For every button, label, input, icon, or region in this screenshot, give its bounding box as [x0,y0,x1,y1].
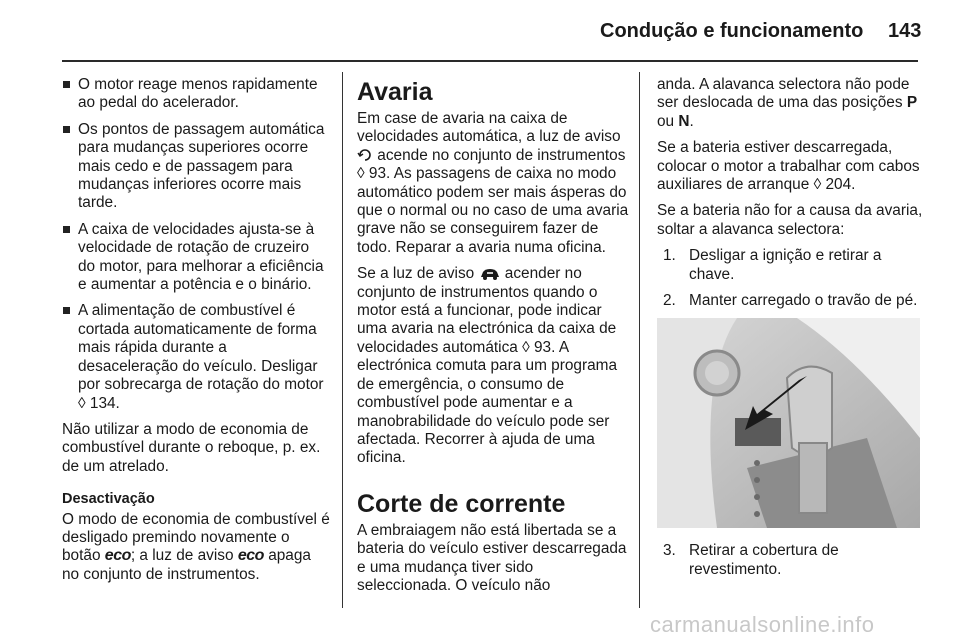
heading-avaria: Avaria [357,78,433,106]
header-rule [62,60,918,62]
eco-warning-light-icon: eco [237,547,264,565]
paragraph-release: Se a bateria não for a causa da avaria, soltar a alavanca selectora: [657,202,923,238]
deactivation-text-c: apaga no conjunto de instrumentos. [62,547,311,583]
transmission-warning-icon [357,148,373,162]
paragraph-power-cut: A embraiagem não está libertada se a bateria do veículo estiver descarregada e uma mudança tiver sido seleccionada. O veículo não [357,521,627,594]
continued-text: anda. A alavanca selectora não pode ser deslocada de uma das posições [657,76,910,112]
paragraph-battery: Se a bateria estiver descarregada, colocar o motor a trabalhar com cabos auxiliares de arranque ◊ 204. [657,139,920,194]
deactivation-text-b: ; a luz de aviso [130,547,234,565]
bullet-item: A alimentação de combustível é cortada automaticamente de forma mais rápida durante a desaceleração do veículo. Desligar por sobrecarga de rotação do motor ◊ 134. [62,302,330,412]
page-number: 143 [888,20,922,42]
column-left [62,76,330,592]
step-3 [663,542,923,579]
paragraph-towing: Não utilizar a modo de economia de combustível durante o reboque, p. ex. de um atrelado. [62,420,321,475]
selector-lever-photo [657,318,920,528]
word-ou: ou [657,112,675,130]
column-divider-1 [342,72,343,608]
column-divider-2 [639,72,640,608]
wrench-car-warning-icon [479,268,501,280]
key-n: N [678,112,690,130]
column-middle [357,76,629,603]
deactivation-text-a: O modo de economia de combustível é desligado premindo novamente o botão [62,510,330,565]
fault2-text-b: acender no conjunto de instrumentos quando o motor está a funcionar, pode indicar uma avaria na electrónica da caixa de velocidades automática ◊ 93. A electrónica comuta para um programa de emergência, o consumo de combustível pode aumentar e a manobrabilidade do veículo pode ser afectada. Recorrer à ajuda de uma oficina. [357,265,618,467]
paragraph-continued [657,76,923,131]
key-p: P [906,94,918,112]
step-text: Desligar a ignição e retirar a chave. [689,247,882,283]
step-number: 3. [663,542,676,560]
fault-text-a: Em case de avaria na caixa de velocidades automática, a luz de aviso [357,110,621,146]
paragraph-fault-2 [357,265,629,467]
step-number: 2. [663,292,676,310]
step-number: 1. [663,247,676,265]
step-text: Retirar a cobertura de revestimento. [689,542,839,578]
bullet-item: O motor reage menos rapidamente ao pedal do acelerador. [62,76,330,113]
step-text: Manter carregado o travão de pé. [689,292,918,310]
bullet-item: A caixa de velocidades ajusta-se à velocidade de rotação de cruzeiro do motor, para melhorar a eficiência e aumentar a potência e o binário. [62,221,330,295]
paragraph-fault-1 [357,110,629,257]
bullet-item: Os pontos de passagem automática para mudanças superiores ocorre mais cedo e de passagem para mudanças inferiores ocorre mais tarde. [62,121,330,213]
period: . [689,112,694,130]
fault2-text-a: Se a luz de aviso [357,265,475,283]
subheading-deactivation: Desactivação [62,491,155,508]
watermark: carmanualsonline.info [650,612,875,637]
fault-text-b: acende no conjunto de instrumentos ◊ 93. As passagens de caixa no modo automático podem ser mais ásperas do que o normal ou no caso de uma avaria grave não se conseguirem fazer de todo. Reparar a avaria numa oficina. [357,146,629,256]
step-1 [663,247,923,284]
eco-button-icon: eco [104,547,131,565]
step-2 [663,292,923,310]
heading-power-cut: Corte de corrente [357,489,566,518]
column-right [657,76,923,587]
paragraph-deactivation [62,511,330,585]
running-header-title: Condução e funcionamento [600,20,864,42]
